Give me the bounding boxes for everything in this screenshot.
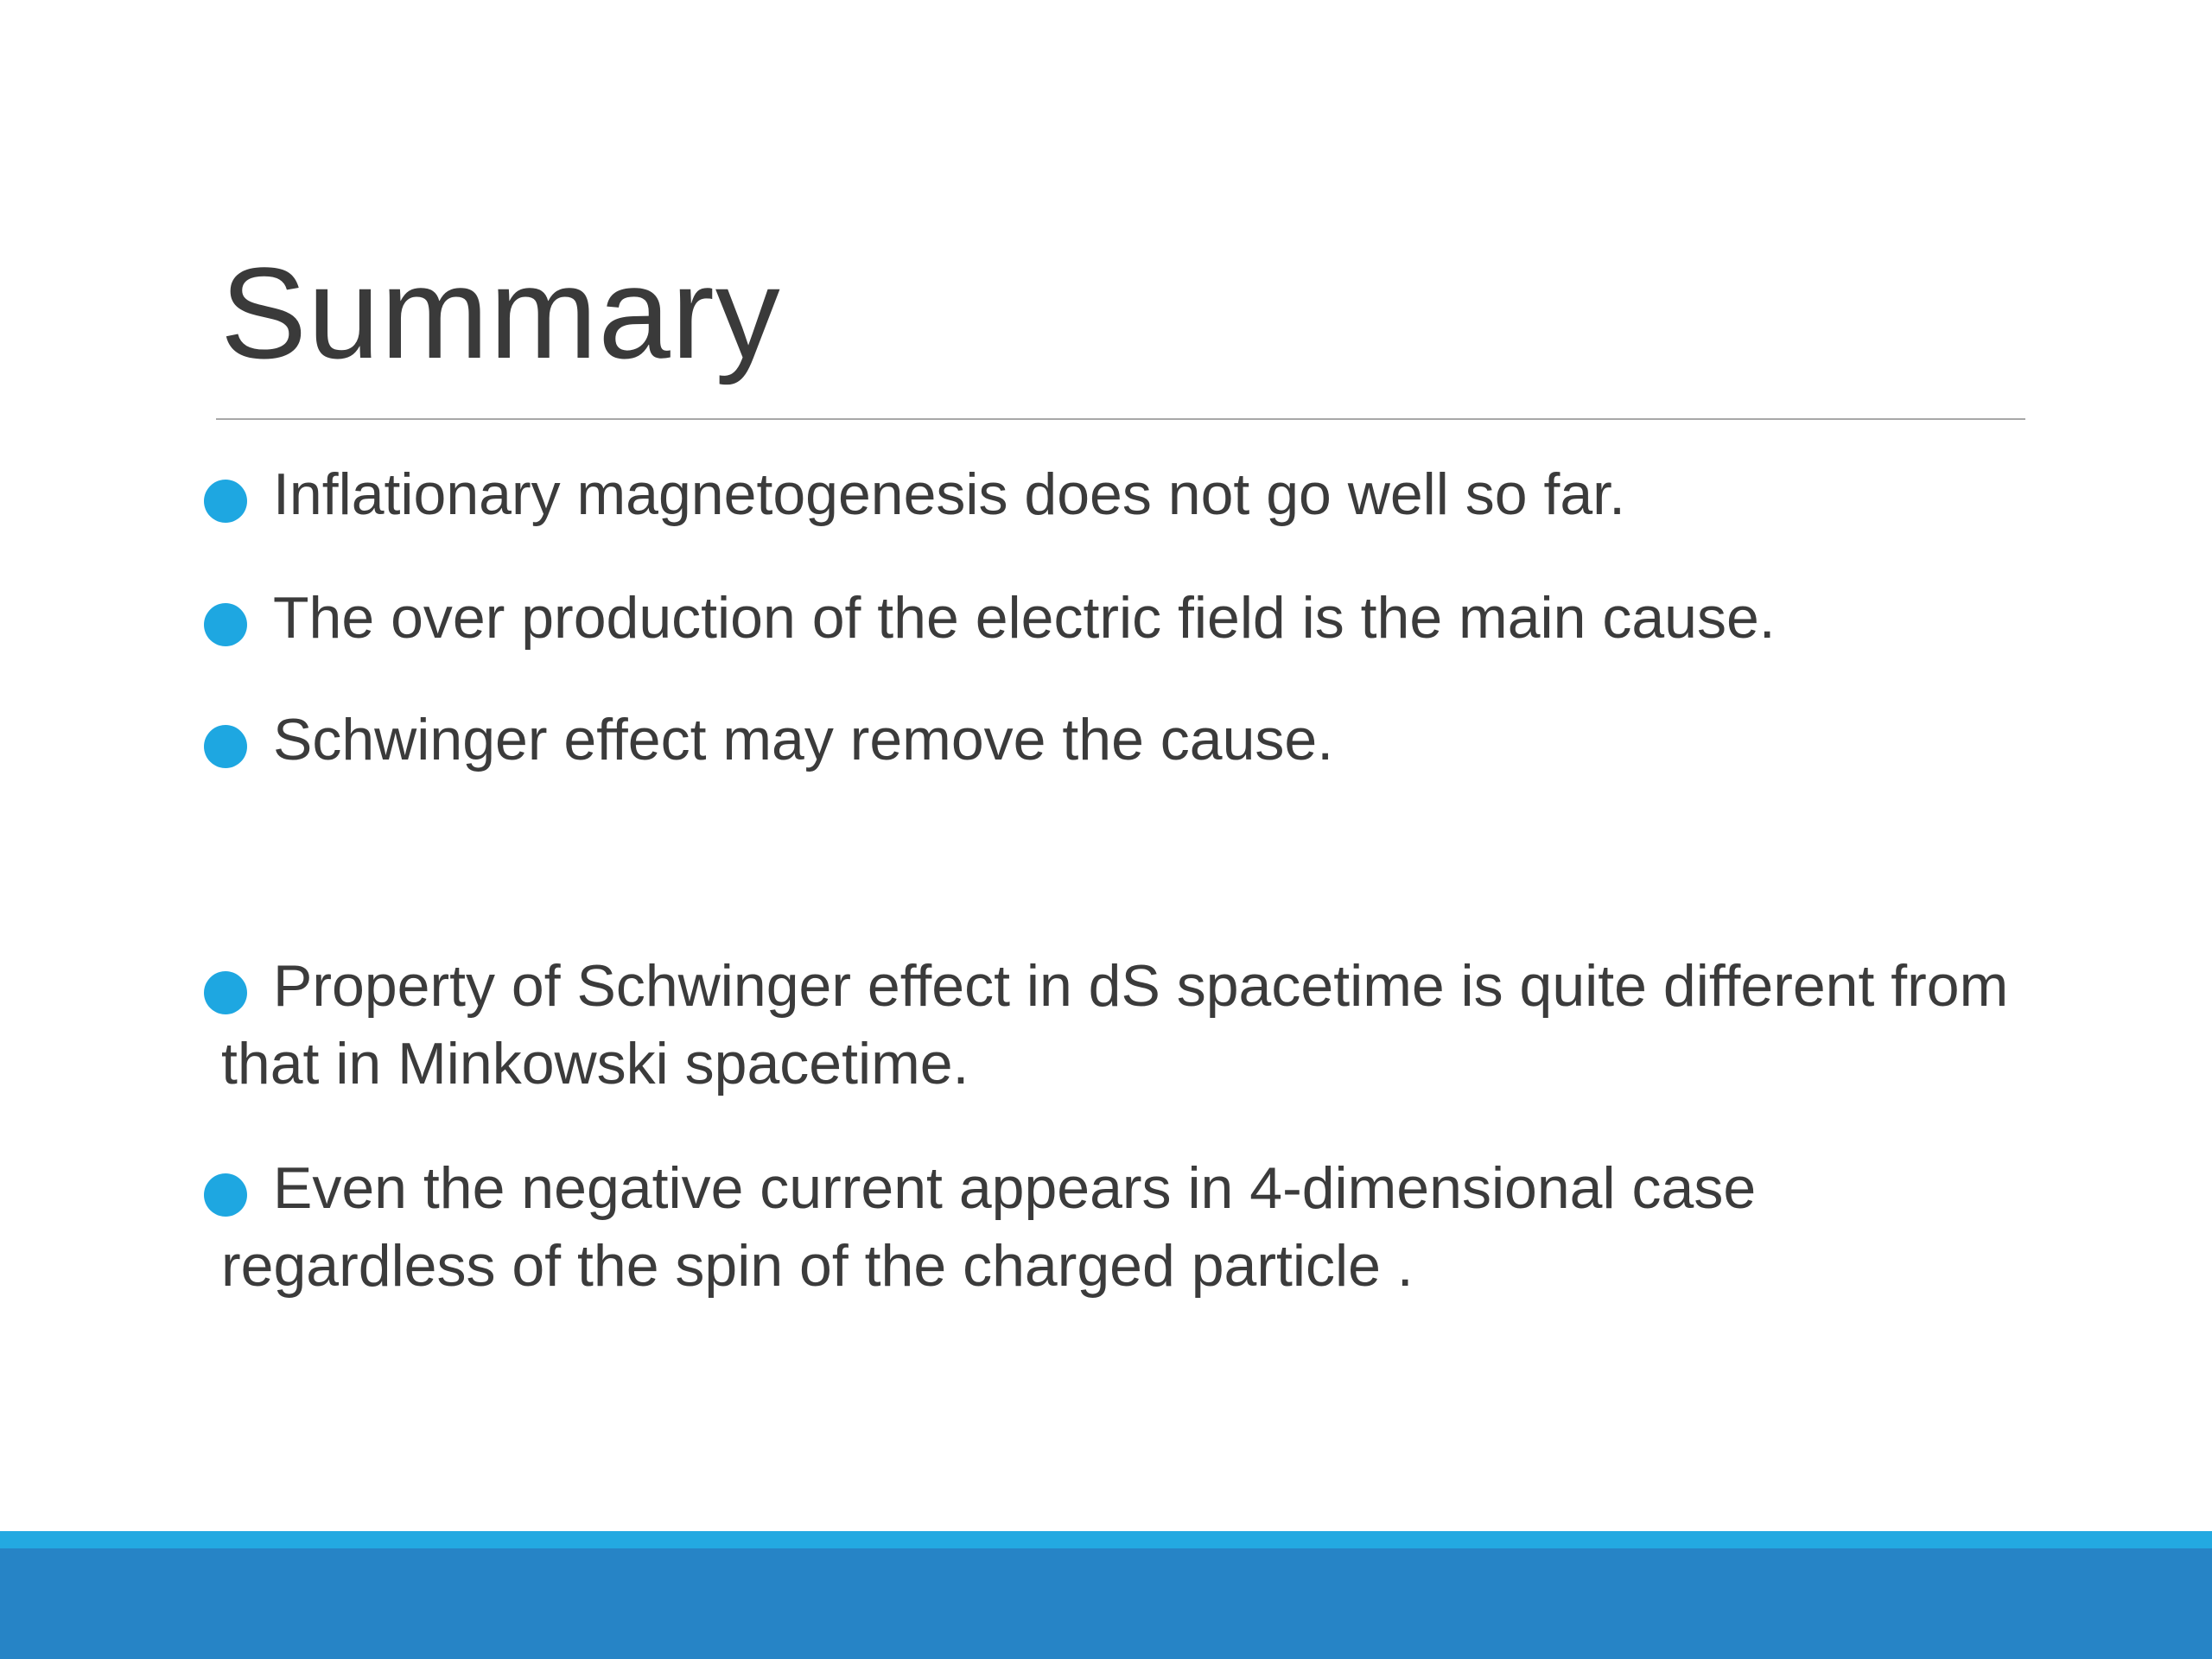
bullet-text: Inflationary magnetogenesis does not go well so far. bbox=[273, 461, 1625, 527]
bullet-dot-icon bbox=[204, 603, 247, 646]
bullet-item bbox=[204, 947, 2018, 1103]
footer-bar bbox=[0, 1548, 2212, 1659]
bullet-text: Schwinger effect may remove the cause. bbox=[273, 707, 1334, 772]
bullet-item bbox=[204, 1149, 2018, 1305]
bullet-dot-icon bbox=[204, 1173, 247, 1217]
bullet-text: The over production of the electric field is the main cause. bbox=[273, 585, 1776, 651]
bullet-item bbox=[204, 701, 2018, 779]
title-divider bbox=[216, 418, 2025, 420]
footer-accent-stripe bbox=[0, 1531, 2212, 1548]
bullet-item bbox=[204, 455, 2018, 533]
bullet-dot-icon bbox=[204, 480, 247, 523]
bullet-text: Even the negative current appears in 4-dimensional case regardless of the spin of the charged particle . bbox=[221, 1155, 1757, 1299]
slide-title: Summary bbox=[220, 240, 781, 385]
bullet-item bbox=[204, 579, 2018, 657]
bullet-dot-icon bbox=[204, 725, 247, 768]
bullet-text: Property of Schwinger effect in dS spacetime is quite different from that in Minkowski spacetime. bbox=[221, 953, 2009, 1096]
bullet-dot-icon bbox=[204, 971, 247, 1014]
